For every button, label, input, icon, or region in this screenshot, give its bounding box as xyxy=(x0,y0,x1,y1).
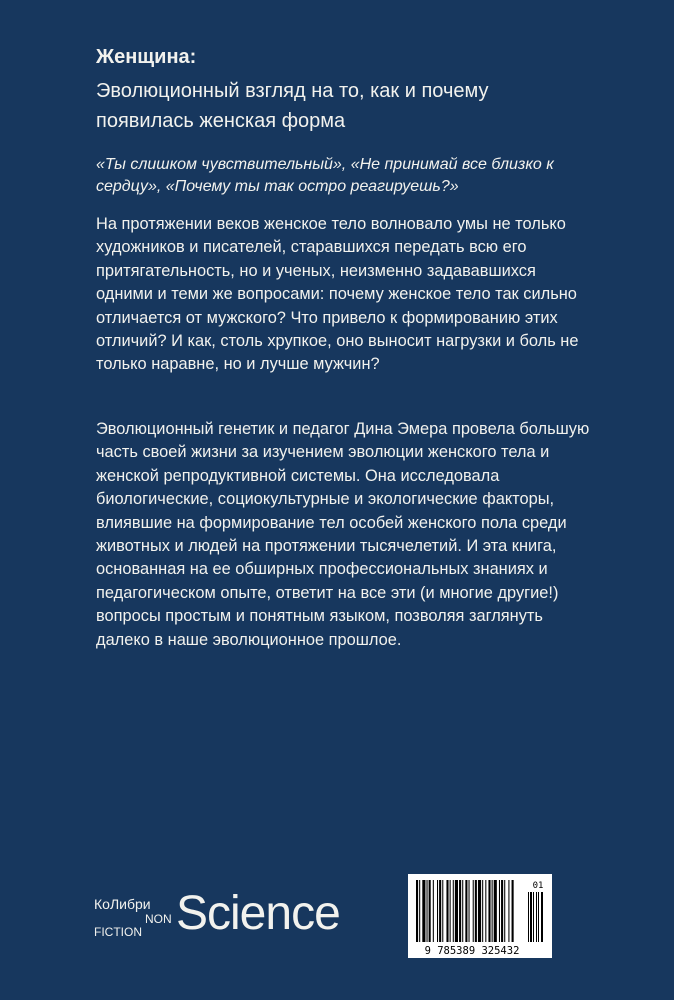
barcode-bar xyxy=(446,880,448,942)
barcode-bar xyxy=(429,880,431,942)
barcode-bar xyxy=(492,880,493,942)
barcode-bar xyxy=(485,880,486,942)
barcode-bar xyxy=(459,880,461,942)
book-title: Женщина: xyxy=(96,46,197,68)
barcode-bar xyxy=(455,880,458,942)
barcode-bar xyxy=(475,880,477,942)
barcode-addon-bar xyxy=(530,892,532,942)
publisher-non: NON xyxy=(145,912,172,926)
subtitle-line-1: Эволюционный взгляд на то, как и почему xyxy=(96,80,489,102)
barcode-bar xyxy=(473,880,474,942)
barcode-addon-bar xyxy=(538,892,539,942)
barcode-bar xyxy=(433,880,434,942)
barcode-bar xyxy=(469,880,470,942)
barcode-bar xyxy=(439,880,441,942)
barcode-bar xyxy=(465,880,467,942)
barcode-bar xyxy=(501,880,503,942)
description-paragraph-2: Эволюционный генетик и педагог Дина Эмера провела большую часть своей жизни за изучением эволюции женского тела и женской репродуктивной системы. Она исследовала биологические, социокультурные и экологические факторы, влиявшие на формирование тел особей женского пола среди животных и людей на протяжении тысячелетий. И эта книга, основанная на ее обширных профессиональных знаниях и педагогическом опыте, ответит на все эти (и многие другие!) вопросы простым и понятным языком, позволяя заглянуть далеко в наше эволюционное прошлое. xyxy=(96,420,590,649)
barcode-bar xyxy=(478,880,481,942)
barcode-bar xyxy=(422,880,425,942)
description-paragraph-1: На протяжении веков женское тело волновало умы не только художников и писателей, старавшихся передать всю его притягательность, но и ученых, неизменно задававшихся одними и теми же вопросами: почему женское тело так сильно отличается от мужского? Что привело к формированию этих отличий? И как, столь хрупкое, оно выносит нагрузки и боль не только наравне, но и лучше мужчин? xyxy=(96,215,579,374)
barcode-addon-bar xyxy=(528,892,529,942)
barcode-bar xyxy=(453,880,454,942)
barcode-digits: 9 785389 325432 xyxy=(424,945,520,957)
barcode-bar xyxy=(482,880,483,942)
barcode-bar xyxy=(494,880,497,942)
publisher-kolibri: КоЛибри xyxy=(94,896,151,912)
barcode-bar xyxy=(442,880,443,942)
publisher-logo xyxy=(94,876,394,956)
subtitle-line-2: появилась женская форма xyxy=(96,110,346,132)
barcode-graphic xyxy=(408,874,552,958)
barcode-bar xyxy=(462,880,463,942)
barcode-bar xyxy=(508,880,509,942)
barcode-addon: 01 xyxy=(532,881,544,891)
barcode-bar xyxy=(504,880,505,942)
barcode-bar xyxy=(488,880,490,942)
barcode-bar xyxy=(437,880,438,942)
barcode-bar xyxy=(419,880,420,942)
barcode-addon-bar xyxy=(541,892,543,942)
book-subtitle xyxy=(96,76,616,136)
barcode-bar xyxy=(512,880,514,942)
barcode-bar xyxy=(499,880,500,942)
title-block xyxy=(96,44,616,136)
barcode xyxy=(408,874,552,958)
series-science: Science xyxy=(176,887,340,940)
barcode-bar xyxy=(450,880,451,942)
barcode-bar xyxy=(427,880,428,942)
barcode-addon-bar xyxy=(533,892,534,942)
epigraph-quote: «Ты слишком чувствительный», «Не принимай все близко к сердцу», «Почему ты так остро реагируешь?» xyxy=(96,156,554,195)
publisher-fiction: FICTION xyxy=(94,925,142,939)
barcode-bar xyxy=(416,880,418,942)
barcode-addon-bar xyxy=(536,892,537,942)
